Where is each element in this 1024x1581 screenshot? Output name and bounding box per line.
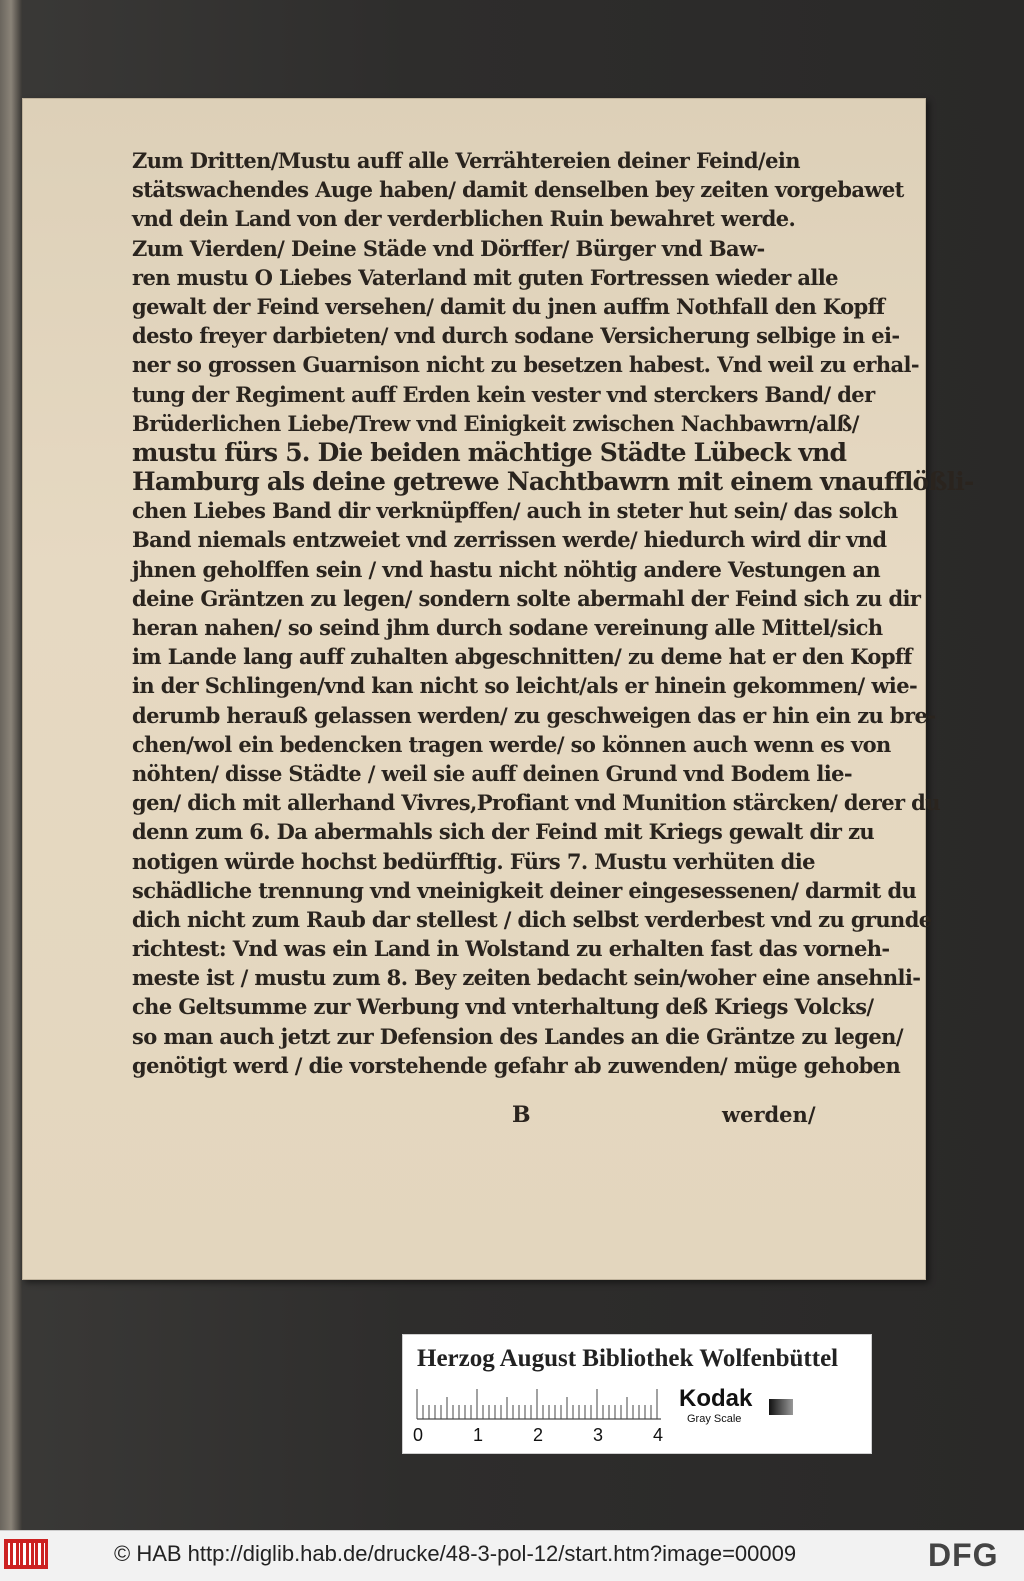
ruler-scale-icon [417,1385,661,1419]
text-line: nöhten/ disse Städte / weil sie auff deinen Grund vnd Bodem lie- [132,760,852,786]
library-label-card [402,1334,872,1454]
text-line: gen/ dich mit allerhand Vivres,Profiant vnd Munition stärcken/ derer du [132,790,940,816]
text-line: heran nahen/ so seind jhm durch sodane vereinung alle Mittel/sich [132,615,883,640]
text-line: meste ist / mustu zum 8. Bey zeiten bedacht sein/woher eine ansehnli- [132,965,921,991]
text-line: derumb herauß gelassen werden/ zu geschweigen das er hin ein zu bre- [132,702,936,728]
text-line: chen/wol ein bedencken tragen werde/ so können auch wenn es von [132,731,891,757]
text-line: so man auch jetzt zur Defension des Landes an die Gräntze zu legen/ [132,1023,903,1049]
copyright-url-text[interactable]: © HAB http://diglib.hab.de/drucke/48-3-pol-12/start.htm?image=00009 [114,1541,797,1566]
text-line: vnd dein Land von der verderblichen Ruin bewahret werde. [132,206,796,232]
text-line: chen Liebes Band dir verknüpffen/ auch in steter hut sein/ das solch [132,498,898,524]
ruler-number: 2 [533,1425,544,1445]
document-page [22,98,974,1280]
text-line: stätswachendes Auge haben/ damit denselben bey zeiten vorgebawet [132,177,904,203]
text-line: tung der Regiment auff Erden kein vester vnd sterckers Band/ der [132,381,875,407]
text-line: im Lande lang auff zuhalten abgeschnitten/ zu deme hat er den Kopff [132,644,912,670]
text-line: Brüderlichen Liebe/Trew vnd Einigkeit zwischen Nachbawrn/alß/ [132,410,859,436]
signature-mark: B [512,1102,531,1128]
text-line: desto freyer darbieten/ vnd durch sodane Versicherung selbige in ei- [132,323,900,349]
gray-scale-caption: Gray Scale [687,1413,742,1425]
text-line: che Geltsumme zur Werbung vnd vnterhaltung deß Kriegs Volcks/ [132,994,874,1020]
ruler-number: 0 [413,1425,424,1445]
text-line: Band niemals entzweiet vnd zerrissen werde/ hiedurch wird dir vnd [132,527,887,553]
ruler-number: 3 [593,1425,604,1445]
kodak-brand: Kodak [679,1385,753,1412]
catchword: werden/ [722,1102,816,1127]
text-line: deine Gräntzen zu legen/ sondern solte abermahl der Feind sich zu dir [132,585,921,611]
text-line: Hamburg als deine getrewe Nachtbawrn mit einem vnaufflößli- [132,467,974,497]
gray-scale-patch-icon [769,1399,793,1415]
page-text-block [132,146,974,1080]
text-line: Zum Vierden/ Deine Städe vnd Dörffer/ Bürger vnd Baw- [132,235,765,261]
ruler-number: 4 [653,1425,664,1445]
text-line: schädliche trennung vnd vneinigkeit deiner eingesessenen/ darmit du [132,877,917,903]
text-line: Zum Dritten/Mustu auff alle Verrähtereien deiner Feind/ein [132,148,800,173]
text-line: denn zum 6. Da abermahls sich der Feind mit Kriegs gewalt dir zu [132,819,875,845]
text-line: jhnen geholffen sein / vnd hastu nicht nöhtig andere Vestungen an [132,556,881,582]
ruler-numbers [413,1425,673,1447]
text-line: genötigt werd / die vorstehende gefahr ab zuwenden/ müge gehoben [132,1052,901,1078]
library-label-title: Herzog August Bibliothek Wolfenbüttel [417,1345,839,1372]
text-line: ren mustu O Liebes Vaterland mit guten Fortressen wieder alle [132,264,838,290]
text-line: richtest: Vnd was ein Land in Wolstand zu erhalten fast das vorneh- [132,936,890,962]
text-line: mustu fürs 5. Die beiden mächtige Städte Lübeck vnd [132,437,847,467]
text-line: in der Schlingen/vnd kan nicht so leicht/als er hinein gekommen/ wie- [132,673,918,699]
text-line: dich nicht zum Raub dar stellest / dich selbst verderbest vnd zu grunde [132,906,932,932]
text-line: ner so grossen Guarnison nicht zu besetzen habest. Vnd weil zu erhal- [132,352,920,378]
dfg-logo: DFG [928,1537,999,1573]
barcode-icon [4,1539,48,1569]
text-line: gewalt der Feind versehen/ damit du jnen auffm Nothfall den Kopff [132,293,885,319]
text-line: notigen würde hochst bedürfftig. Fürs 7. Mustu verhüten die [132,848,815,874]
ruler-number: 1 [473,1425,484,1445]
footer-bar [0,1530,1024,1581]
book-spine-edge [0,0,22,1530]
